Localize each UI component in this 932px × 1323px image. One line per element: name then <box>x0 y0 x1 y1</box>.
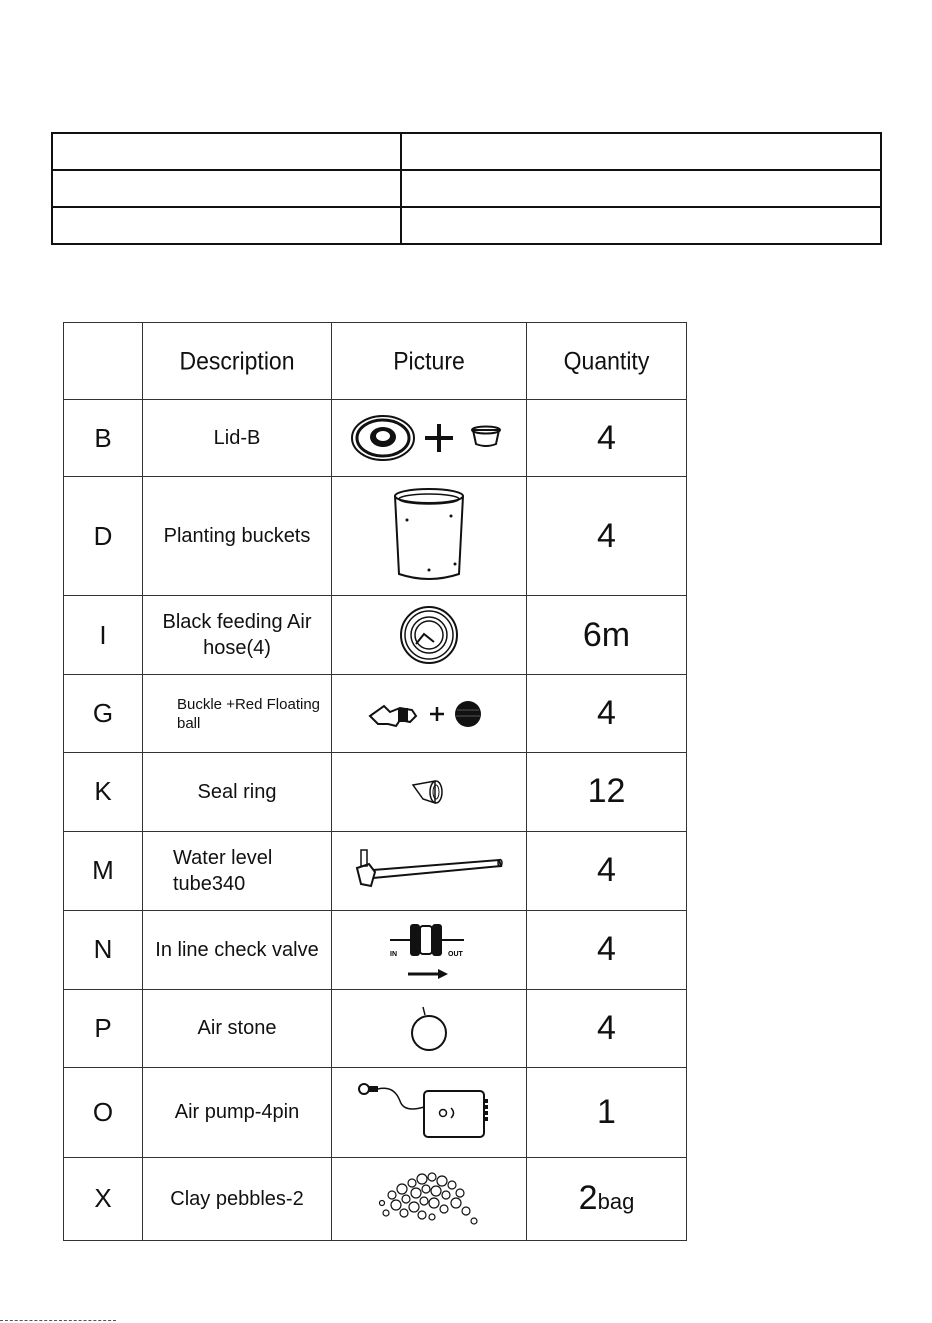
check-valve-icon <box>384 918 474 982</box>
part-picture <box>332 1157 527 1240</box>
table-row <box>64 831 687 910</box>
blank-cell <box>401 133 881 170</box>
part-letter: B <box>64 400 143 477</box>
header-picture: Picture <box>332 323 527 400</box>
part-picture <box>332 753 527 831</box>
part-quantity: 4 <box>527 989 687 1067</box>
part-letter: N <box>64 910 143 989</box>
table-row <box>64 1067 687 1157</box>
part-letter: I <box>64 596 143 675</box>
buckle-and-ball-icon <box>364 694 494 734</box>
header-description: Description <box>143 323 332 400</box>
table-row <box>64 477 687 596</box>
air-stone-icon <box>409 1003 449 1053</box>
part-quantity <box>527 1157 687 1240</box>
part-letter: O <box>64 1067 143 1157</box>
blank-cell <box>401 207 881 244</box>
blank-cell <box>52 170 401 207</box>
table-row <box>64 675 687 753</box>
part-quantity: 1 <box>527 1067 687 1157</box>
header-letter <box>64 323 143 400</box>
part-description: Planting buckets <box>143 477 332 596</box>
part-picture <box>332 675 527 753</box>
part-description: Buckle +Red Floating ball <box>143 675 332 753</box>
part-picture <box>332 910 527 989</box>
part-letter: X <box>64 1157 143 1240</box>
blank-info-table <box>51 132 882 245</box>
part-description: Air stone <box>143 989 332 1067</box>
water-level-tube-icon <box>349 846 509 896</box>
part-quantity: 4 <box>527 831 687 910</box>
table-row <box>64 989 687 1067</box>
table-row <box>64 753 687 831</box>
part-picture <box>332 1067 527 1157</box>
part-description: Lid-B <box>143 400 332 477</box>
blank-cell <box>401 170 881 207</box>
air-pump-icon <box>354 1079 504 1145</box>
part-letter: P <box>64 989 143 1067</box>
part-description: Black feeding Air hose(4) <box>143 596 332 675</box>
blank-cell <box>52 207 401 244</box>
valve-out-label: OUT <box>448 950 463 958</box>
clay-pebbles-icon <box>374 1167 484 1231</box>
part-description: Air pump-4pin <box>143 1067 332 1157</box>
coiled-hose-icon <box>394 602 464 668</box>
part-description: In line check valve <box>143 910 332 989</box>
part-quantity: 4 <box>527 910 687 989</box>
part-letter: G <box>64 675 143 753</box>
part-description: Seal ring <box>143 753 332 831</box>
table-header-row <box>64 323 687 400</box>
part-quantity: 4 <box>527 477 687 596</box>
table-row <box>64 910 687 989</box>
bucket-icon <box>389 486 469 586</box>
table-row <box>64 596 687 675</box>
part-letter: K <box>64 753 143 831</box>
part-picture <box>332 477 527 596</box>
footer-rule <box>0 1320 116 1322</box>
part-quantity: 6m <box>527 596 687 675</box>
part-quantity: 4 <box>527 675 687 753</box>
part-picture <box>332 596 527 675</box>
part-description: Water level tube340 <box>143 831 332 910</box>
part-picture <box>332 400 527 477</box>
part-description: Clay pebbles-2 <box>143 1157 332 1240</box>
part-picture <box>332 989 527 1067</box>
header-quantity: Quantity <box>527 323 687 400</box>
table-row <box>64 400 687 477</box>
seal-ring-icon <box>409 777 449 807</box>
valve-in-label: IN <box>390 950 397 958</box>
blank-cell <box>52 133 401 170</box>
part-quantity: 12 <box>527 753 687 831</box>
quantity-number: 2 <box>578 1179 598 1218</box>
part-letter: D <box>64 477 143 596</box>
quantity-unit: bag <box>597 1189 635 1215</box>
part-picture <box>332 831 527 910</box>
part-quantity: 4 <box>527 400 687 477</box>
parts-list-table <box>63 322 687 1241</box>
table-row <box>64 1157 687 1240</box>
part-letter: M <box>64 831 143 910</box>
lid-and-cup-icon <box>349 410 509 466</box>
